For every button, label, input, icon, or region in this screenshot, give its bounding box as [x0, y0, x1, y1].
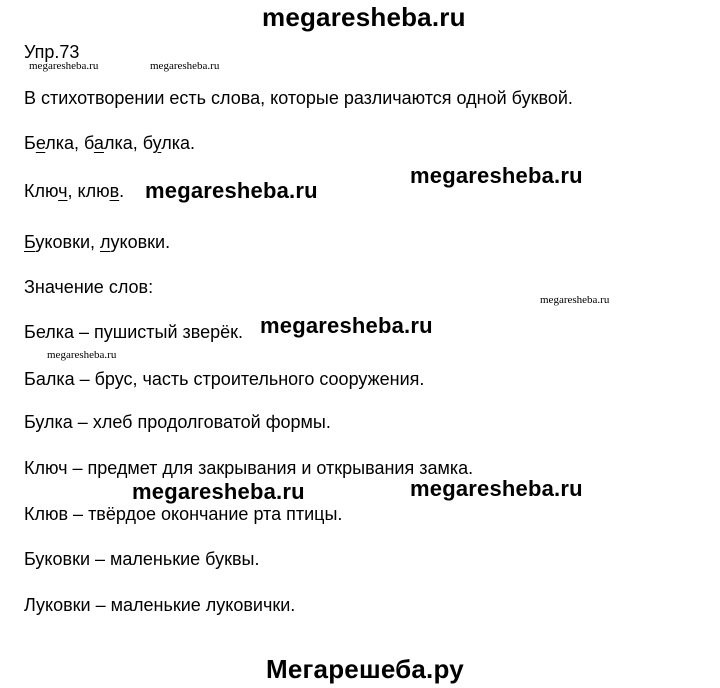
word-pair-line: Ключ, клюв.	[24, 181, 125, 201]
big-watermark: megaresheba.ru	[410, 476, 583, 501]
small-watermark: megaresheba.ru	[29, 60, 99, 72]
big-watermark: megaresheba.ru	[260, 313, 433, 338]
word-pair-line: Белка, балка, булка.	[24, 133, 196, 153]
small-watermark: megaresheba.ru	[47, 349, 117, 361]
underlined-letter: в	[109, 181, 120, 201]
definition-line: Буковки – маленькие буквы.	[24, 549, 260, 569]
definition-line: Ключ – предмет для закрывания и открывания замка.	[24, 458, 474, 478]
underlined-letter: а	[93, 133, 104, 153]
header-watermark: megaresheba.ru	[262, 2, 466, 32]
word-pair-line: Буковки, луковки.	[24, 232, 171, 252]
definition-line: Клюв – твёрдое окончание рта птицы.	[24, 504, 343, 524]
meanings-heading: Значение слов:	[24, 277, 154, 297]
intro-text: В стихотворении есть слова, которые различаются одной буквой.	[24, 88, 573, 108]
underlined-letter: ч	[58, 181, 68, 201]
big-watermark: megaresheba.ru	[132, 479, 305, 504]
underlined-letter: л	[100, 232, 111, 252]
big-watermark: megaresheba.ru	[410, 163, 583, 188]
underlined-letter: Б	[24, 232, 36, 252]
definition-line: Белка – пушистый зверёк.	[24, 322, 244, 342]
definition-line: Булка – хлеб продолговатой формы.	[24, 412, 331, 432]
small-watermark: megaresheba.ru	[150, 60, 220, 72]
big-watermark: megaresheba.ru	[145, 178, 318, 203]
footer-watermark: Мегарешеба.ру	[266, 654, 464, 684]
definition-line: Балка – брус, часть строительного сооружения.	[24, 369, 425, 389]
exercise-number: Упр.73	[24, 42, 80, 62]
underlined-letter: е	[35, 133, 46, 153]
definition-line: Луковки – маленькие луковички.	[24, 595, 296, 615]
underlined-letter: у	[152, 133, 162, 153]
small-watermark: megaresheba.ru	[540, 294, 610, 306]
